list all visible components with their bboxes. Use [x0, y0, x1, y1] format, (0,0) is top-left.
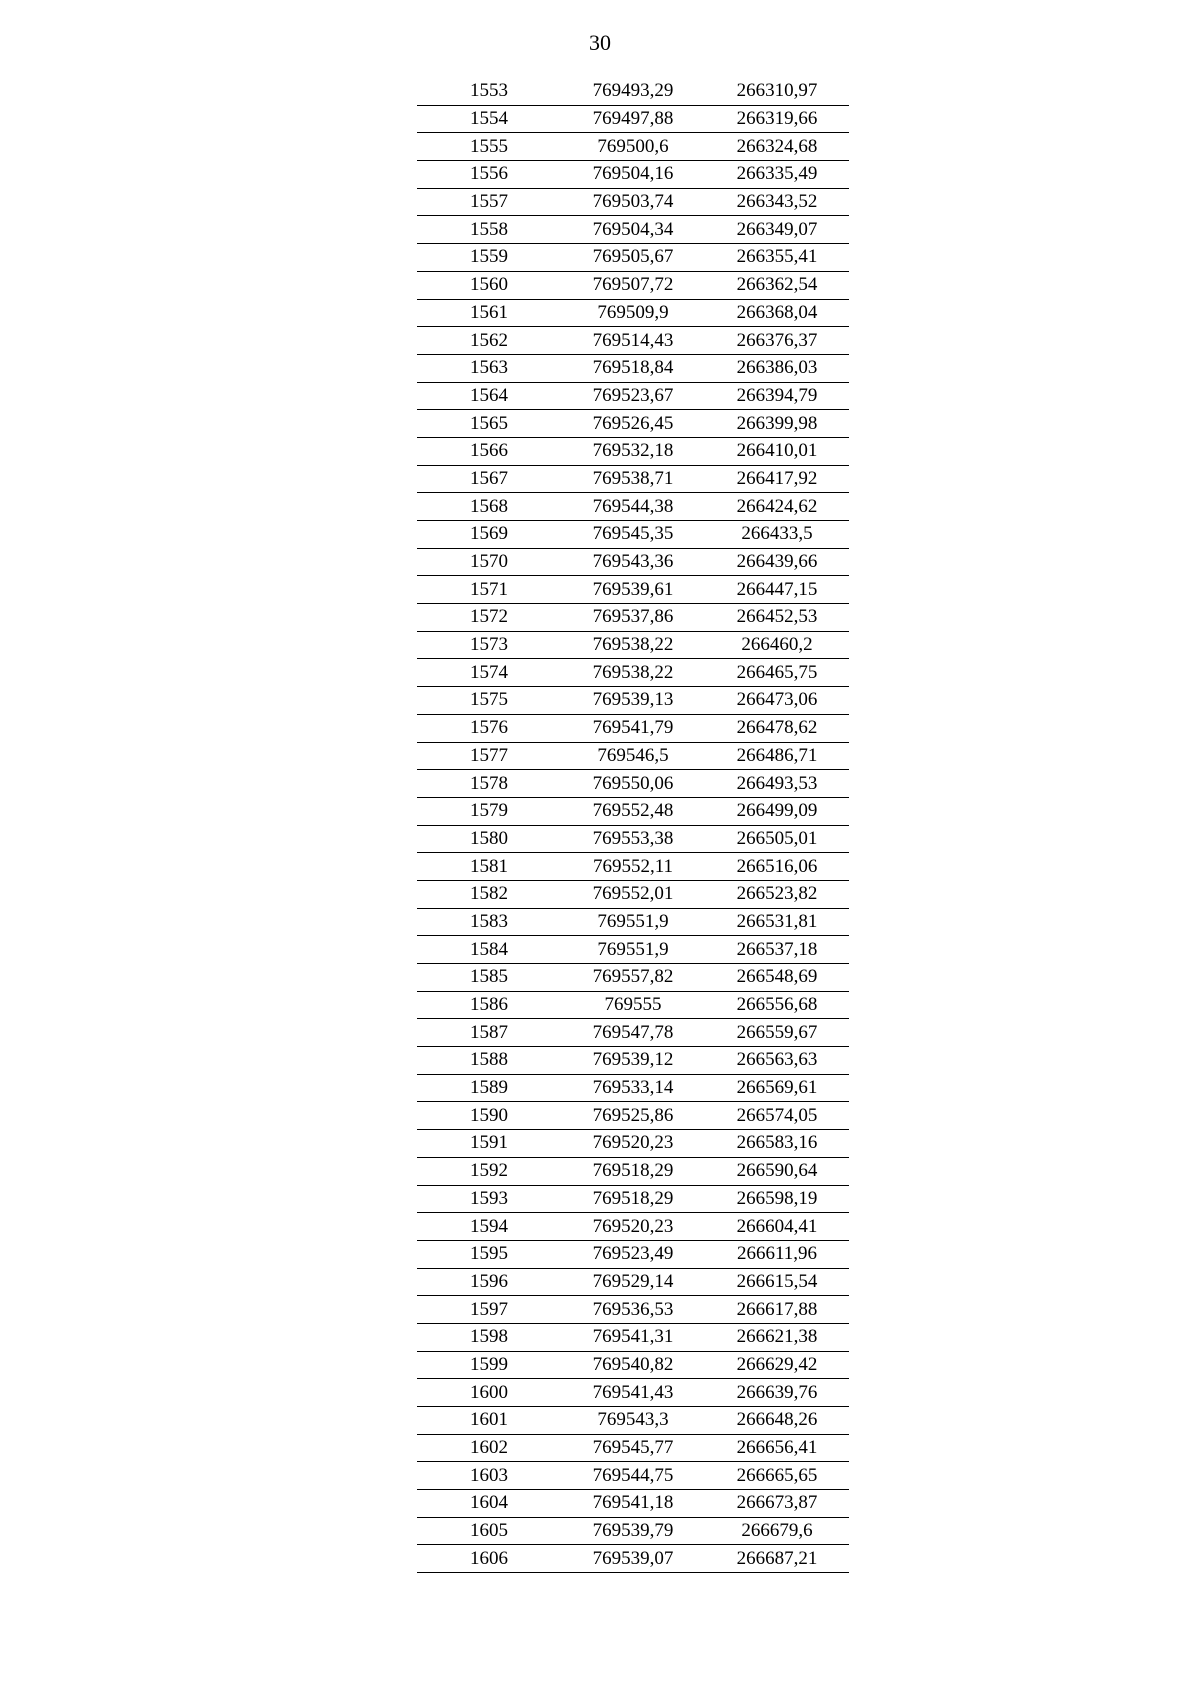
point-number-cell: 1606: [417, 1545, 561, 1573]
x-coordinate-cell: 769503,74: [561, 188, 705, 216]
x-coordinate-cell: 769537,86: [561, 604, 705, 632]
point-number-cell: 1577: [417, 742, 561, 770]
y-coordinate-cell: 266410,01: [705, 437, 849, 465]
y-coordinate-cell: 266629,42: [705, 1351, 849, 1379]
point-number-cell: 1570: [417, 548, 561, 576]
table-row: [417, 576, 849, 604]
point-number-cell: 1589: [417, 1074, 561, 1102]
coordinates-table: [417, 78, 849, 1573]
table-row: [417, 1490, 849, 1518]
table-row: [417, 880, 849, 908]
point-number-cell: 1568: [417, 493, 561, 521]
x-coordinate-cell: 769538,22: [561, 631, 705, 659]
point-number-cell: 1580: [417, 825, 561, 853]
table-row: [417, 354, 849, 382]
x-coordinate-cell: 769550,06: [561, 770, 705, 798]
x-coordinate-cell: 769555: [561, 991, 705, 1019]
table-row: [417, 853, 849, 881]
x-coordinate-cell: 769541,79: [561, 714, 705, 742]
table-row: [417, 493, 849, 521]
x-coordinate-cell: 769509,9: [561, 299, 705, 327]
point-number-cell: 1567: [417, 465, 561, 493]
y-coordinate-cell: 266399,98: [705, 410, 849, 438]
point-number-cell: 1553: [417, 78, 561, 105]
table-row: [417, 216, 849, 244]
table-row: [417, 133, 849, 161]
y-coordinate-cell: 266460,2: [705, 631, 849, 659]
x-coordinate-cell: 769500,6: [561, 133, 705, 161]
table-row: [417, 825, 849, 853]
y-coordinate-cell: 266523,82: [705, 880, 849, 908]
x-coordinate-cell: 769536,53: [561, 1296, 705, 1324]
y-coordinate-cell: 266433,5: [705, 521, 849, 549]
table-row: [417, 714, 849, 742]
table-row: [417, 936, 849, 964]
point-number-cell: 1586: [417, 991, 561, 1019]
table-row: [417, 1019, 849, 1047]
point-number-cell: 1563: [417, 354, 561, 382]
point-number-cell: 1561: [417, 299, 561, 327]
y-coordinate-cell: 266617,88: [705, 1296, 849, 1324]
table-row: [417, 770, 849, 798]
point-number-cell: 1555: [417, 133, 561, 161]
point-number-cell: 1560: [417, 271, 561, 299]
table-row: [417, 1213, 849, 1241]
y-coordinate-cell: 266417,92: [705, 465, 849, 493]
point-number-cell: 1602: [417, 1434, 561, 1462]
y-coordinate-cell: 266394,79: [705, 382, 849, 410]
x-coordinate-cell: 769541,31: [561, 1323, 705, 1351]
y-coordinate-cell: 266452,53: [705, 604, 849, 632]
x-coordinate-cell: 769557,82: [561, 964, 705, 992]
y-coordinate-cell: 266537,18: [705, 936, 849, 964]
y-coordinate-cell: 266615,54: [705, 1268, 849, 1296]
coordinates-table-body: [417, 78, 849, 1573]
table-row: [417, 1130, 849, 1158]
x-coordinate-cell: 769546,5: [561, 742, 705, 770]
table-row: [417, 1185, 849, 1213]
table-row: [417, 1102, 849, 1130]
x-coordinate-cell: 769552,01: [561, 880, 705, 908]
y-coordinate-cell: 266499,09: [705, 797, 849, 825]
x-coordinate-cell: 769540,82: [561, 1351, 705, 1379]
point-number-cell: 1578: [417, 770, 561, 798]
point-number-cell: 1598: [417, 1323, 561, 1351]
y-coordinate-cell: 266386,03: [705, 354, 849, 382]
x-coordinate-cell: 769507,72: [561, 271, 705, 299]
y-coordinate-cell: 266656,41: [705, 1434, 849, 1462]
x-coordinate-cell: 769538,22: [561, 659, 705, 687]
x-coordinate-cell: 769518,84: [561, 354, 705, 382]
point-number-cell: 1554: [417, 105, 561, 133]
table-row: [417, 1379, 849, 1407]
point-number-cell: 1581: [417, 853, 561, 881]
table-row: [417, 1407, 849, 1435]
x-coordinate-cell: 769529,14: [561, 1268, 705, 1296]
point-number-cell: 1595: [417, 1240, 561, 1268]
point-number-cell: 1569: [417, 521, 561, 549]
point-number-cell: 1600: [417, 1379, 561, 1407]
y-coordinate-cell: 266439,66: [705, 548, 849, 576]
x-coordinate-cell: 769539,79: [561, 1517, 705, 1545]
point-number-cell: 1599: [417, 1351, 561, 1379]
y-coordinate-cell: 266349,07: [705, 216, 849, 244]
x-coordinate-cell: 769543,3: [561, 1407, 705, 1435]
table-row: [417, 548, 849, 576]
table-row: [417, 742, 849, 770]
x-coordinate-cell: 769518,29: [561, 1185, 705, 1213]
y-coordinate-cell: 266621,38: [705, 1323, 849, 1351]
x-coordinate-cell: 769514,43: [561, 327, 705, 355]
y-coordinate-cell: 266343,52: [705, 188, 849, 216]
table-row: [417, 271, 849, 299]
point-number-cell: 1584: [417, 936, 561, 964]
x-coordinate-cell: 769520,23: [561, 1213, 705, 1241]
y-coordinate-cell: 266310,97: [705, 78, 849, 105]
point-number-cell: 1559: [417, 244, 561, 272]
point-number-cell: 1564: [417, 382, 561, 410]
table-row: [417, 991, 849, 1019]
y-coordinate-cell: 266574,05: [705, 1102, 849, 1130]
y-coordinate-cell: 266648,26: [705, 1407, 849, 1435]
x-coordinate-cell: 769520,23: [561, 1130, 705, 1158]
table-row: [417, 964, 849, 992]
y-coordinate-cell: 266665,65: [705, 1462, 849, 1490]
point-number-cell: 1562: [417, 327, 561, 355]
x-coordinate-cell: 769541,18: [561, 1490, 705, 1518]
table-row: [417, 327, 849, 355]
table-row: [417, 659, 849, 687]
table-row: [417, 1462, 849, 1490]
x-coordinate-cell: 769551,9: [561, 936, 705, 964]
table-row: [417, 437, 849, 465]
y-coordinate-cell: 266598,19: [705, 1185, 849, 1213]
table-row: [417, 161, 849, 189]
y-coordinate-cell: 266335,49: [705, 161, 849, 189]
point-number-cell: 1597: [417, 1296, 561, 1324]
table-row: [417, 797, 849, 825]
point-number-cell: 1604: [417, 1490, 561, 1518]
y-coordinate-cell: 266486,71: [705, 742, 849, 770]
point-number-cell: 1575: [417, 687, 561, 715]
table-row: [417, 687, 849, 715]
x-coordinate-cell: 769552,11: [561, 853, 705, 881]
point-number-cell: 1573: [417, 631, 561, 659]
x-coordinate-cell: 769552,48: [561, 797, 705, 825]
x-coordinate-cell: 769518,29: [561, 1157, 705, 1185]
y-coordinate-cell: 266531,81: [705, 908, 849, 936]
y-coordinate-cell: 266639,76: [705, 1379, 849, 1407]
x-coordinate-cell: 769544,75: [561, 1462, 705, 1490]
y-coordinate-cell: 266447,15: [705, 576, 849, 604]
y-coordinate-cell: 266673,87: [705, 1490, 849, 1518]
table-row: [417, 465, 849, 493]
point-number-cell: 1576: [417, 714, 561, 742]
point-number-cell: 1583: [417, 908, 561, 936]
y-coordinate-cell: 266376,37: [705, 327, 849, 355]
y-coordinate-cell: 266611,96: [705, 1240, 849, 1268]
x-coordinate-cell: 769539,13: [561, 687, 705, 715]
point-number-cell: 1582: [417, 880, 561, 908]
point-number-cell: 1557: [417, 188, 561, 216]
y-coordinate-cell: 266478,62: [705, 714, 849, 742]
table-row: [417, 1351, 849, 1379]
y-coordinate-cell: 266324,68: [705, 133, 849, 161]
point-number-cell: 1603: [417, 1462, 561, 1490]
x-coordinate-cell: 769523,49: [561, 1240, 705, 1268]
table-row: [417, 1434, 849, 1462]
point-number-cell: 1601: [417, 1407, 561, 1435]
y-coordinate-cell: 266505,01: [705, 825, 849, 853]
x-coordinate-cell: 769538,71: [561, 465, 705, 493]
table-row: [417, 1240, 849, 1268]
page-number: 30: [589, 30, 611, 55]
table-row: [417, 244, 849, 272]
x-coordinate-cell: 769493,29: [561, 78, 705, 105]
table-row: [417, 188, 849, 216]
table-row: [417, 1268, 849, 1296]
point-number-cell: 1596: [417, 1268, 561, 1296]
x-coordinate-cell: 769544,38: [561, 493, 705, 521]
x-coordinate-cell: 769504,34: [561, 216, 705, 244]
y-coordinate-cell: 266319,66: [705, 105, 849, 133]
table-row: [417, 105, 849, 133]
x-coordinate-cell: 769547,78: [561, 1019, 705, 1047]
x-coordinate-cell: 769553,38: [561, 825, 705, 853]
table-row: [417, 908, 849, 936]
y-coordinate-cell: 266424,62: [705, 493, 849, 521]
y-coordinate-cell: 266569,61: [705, 1074, 849, 1102]
x-coordinate-cell: 769525,86: [561, 1102, 705, 1130]
point-number-cell: 1593: [417, 1185, 561, 1213]
y-coordinate-cell: 266493,53: [705, 770, 849, 798]
point-number-cell: 1587: [417, 1019, 561, 1047]
y-coordinate-cell: 266516,06: [705, 853, 849, 881]
table-row: [417, 1157, 849, 1185]
x-coordinate-cell: 769545,35: [561, 521, 705, 549]
x-coordinate-cell: 769543,36: [561, 548, 705, 576]
x-coordinate-cell: 769539,12: [561, 1047, 705, 1075]
point-number-cell: 1571: [417, 576, 561, 604]
x-coordinate-cell: 769532,18: [561, 437, 705, 465]
x-coordinate-cell: 769523,67: [561, 382, 705, 410]
y-coordinate-cell: 266362,54: [705, 271, 849, 299]
y-coordinate-cell: 266604,41: [705, 1213, 849, 1241]
point-number-cell: 1579: [417, 797, 561, 825]
y-coordinate-cell: 266687,21: [705, 1545, 849, 1573]
x-coordinate-cell: 769541,43: [561, 1379, 705, 1407]
point-number-cell: 1585: [417, 964, 561, 992]
table-row: [417, 604, 849, 632]
table-row: [417, 382, 849, 410]
x-coordinate-cell: 769539,61: [561, 576, 705, 604]
y-coordinate-cell: 266548,69: [705, 964, 849, 992]
x-coordinate-cell: 769545,77: [561, 1434, 705, 1462]
y-coordinate-cell: 266559,67: [705, 1019, 849, 1047]
y-coordinate-cell: 266355,41: [705, 244, 849, 272]
table-row: [417, 1517, 849, 1545]
point-number-cell: 1592: [417, 1157, 561, 1185]
y-coordinate-cell: 266465,75: [705, 659, 849, 687]
y-coordinate-cell: 266473,06: [705, 687, 849, 715]
table-row: [417, 410, 849, 438]
y-coordinate-cell: 266583,16: [705, 1130, 849, 1158]
point-number-cell: 1574: [417, 659, 561, 687]
x-coordinate-cell: 769539,07: [561, 1545, 705, 1573]
table-row: [417, 78, 849, 105]
point-number-cell: 1594: [417, 1213, 561, 1241]
point-number-cell: 1590: [417, 1102, 561, 1130]
y-coordinate-cell: 266590,64: [705, 1157, 849, 1185]
x-coordinate-cell: 769505,67: [561, 244, 705, 272]
table-row: [417, 299, 849, 327]
point-number-cell: 1588: [417, 1047, 561, 1075]
table-row: [417, 1545, 849, 1573]
table-row: [417, 521, 849, 549]
y-coordinate-cell: 266563,63: [705, 1047, 849, 1075]
table-row: [417, 1323, 849, 1351]
table-row: [417, 1296, 849, 1324]
point-number-cell: 1565: [417, 410, 561, 438]
point-number-cell: 1591: [417, 1130, 561, 1158]
table-row: [417, 1074, 849, 1102]
point-number-cell: 1566: [417, 437, 561, 465]
x-coordinate-cell: 769533,14: [561, 1074, 705, 1102]
y-coordinate-cell: 266556,68: [705, 991, 849, 1019]
x-coordinate-cell: 769526,45: [561, 410, 705, 438]
table-row: [417, 1047, 849, 1075]
x-coordinate-cell: 769551,9: [561, 908, 705, 936]
y-coordinate-cell: 266679,6: [705, 1517, 849, 1545]
point-number-cell: 1572: [417, 604, 561, 632]
point-number-cell: 1556: [417, 161, 561, 189]
point-number-cell: 1558: [417, 216, 561, 244]
x-coordinate-cell: 769497,88: [561, 105, 705, 133]
x-coordinate-cell: 769504,16: [561, 161, 705, 189]
y-coordinate-cell: 266368,04: [705, 299, 849, 327]
point-number-cell: 1605: [417, 1517, 561, 1545]
table-row: [417, 631, 849, 659]
